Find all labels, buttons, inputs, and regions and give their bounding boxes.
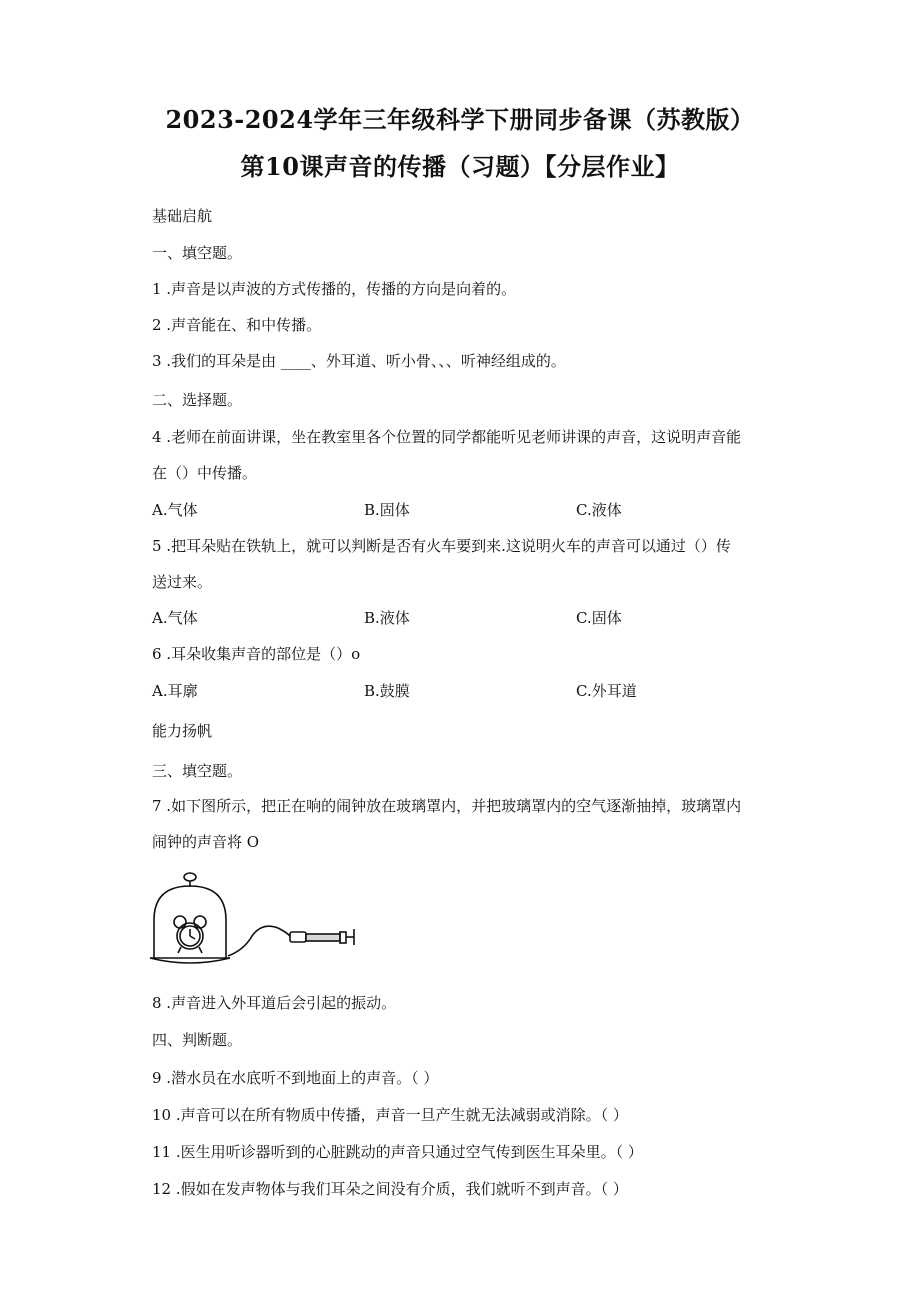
question-5-line1: 5 .把耳朵贴在铁轨上，就可以判断是否有火车要到来.这说明火车的声音可以通过（）传 xyxy=(152,537,731,555)
question-10: 10 .声音可以在所有物质中传播，声音一旦产生就无法减弱或消除。（ ） xyxy=(152,1106,628,1124)
q4-option-b: B.固体 xyxy=(364,501,410,519)
question-4-line1: 4 .老师在前面讲课，坐在教室里各个位置的同学都能听见老师讲课的声音，这说明声音能 xyxy=(152,428,742,446)
heading-fill-blank-2: 三、填空题。 xyxy=(152,762,243,780)
bell-jar-pump-illustration xyxy=(148,870,368,970)
lesson-title: 第10课声音的传播（习题）【分层作业】 xyxy=(240,152,680,181)
section-ability: 能力扬帆 xyxy=(152,722,213,740)
question-7-line1: 7 .如下图所示，把正在响的闹钟放在玻璃罩内，并把玻璃罩内的空气逐渐抽掉，玻璃罩内 xyxy=(152,797,742,815)
heading-true-false: 四、判断题。 xyxy=(152,1031,243,1049)
question-8: 8 .声音进入外耳道后会引起的振动。 xyxy=(152,994,397,1012)
question-2: 2 .声音能在、和中传播。 xyxy=(152,316,322,334)
q5-option-b: B.液体 xyxy=(364,609,410,627)
question-3: 3 .我们的耳朵是由 ____、外耳道、听小骨、、、听神经组成的。 xyxy=(152,352,566,370)
question-4-line2: 在（）中传播。 xyxy=(152,464,258,482)
question-11: 11 .医生用听诊器听到的心脏跳动的声音只通过空气传到医生耳朵里。（ ） xyxy=(152,1143,643,1161)
q6-option-c: C.外耳道 xyxy=(576,682,637,700)
q6-option-b: B.鼓膜 xyxy=(364,682,410,700)
section-basic: 基础启航 xyxy=(152,207,213,225)
q5-option-a: A.气体 xyxy=(152,609,198,627)
heading-fill-blank-1: 一、填空题。 xyxy=(152,244,243,262)
question-5-line2: 送过来。 xyxy=(152,573,213,591)
q5-option-c: C.固体 xyxy=(576,609,622,627)
heading-choice: 二、选择题。 xyxy=(152,391,243,409)
question-9: 9 .潜水员在水底听不到地面上的声音。（ ） xyxy=(152,1069,439,1087)
question-7-line2: 闹钟的声音将 O xyxy=(152,833,260,851)
worksheet-title: 2023-2024学年三年级科学下册同步备课（苏教版） xyxy=(165,105,755,134)
q4-option-c: C.液体 xyxy=(576,501,622,519)
q4-option-a: A.气体 xyxy=(152,501,198,519)
question-6: 6 .耳朵收集声音的部位是（）o xyxy=(152,645,361,663)
q6-option-a: A.耳廓 xyxy=(152,682,198,700)
question-1: 1 .声音是以声波的方式传播的，传播的方向是向着的。 xyxy=(152,280,517,298)
question-12: 12 .假如在发声物体与我们耳朵之间没有介质，我们就听不到声音。（ ） xyxy=(152,1180,628,1198)
